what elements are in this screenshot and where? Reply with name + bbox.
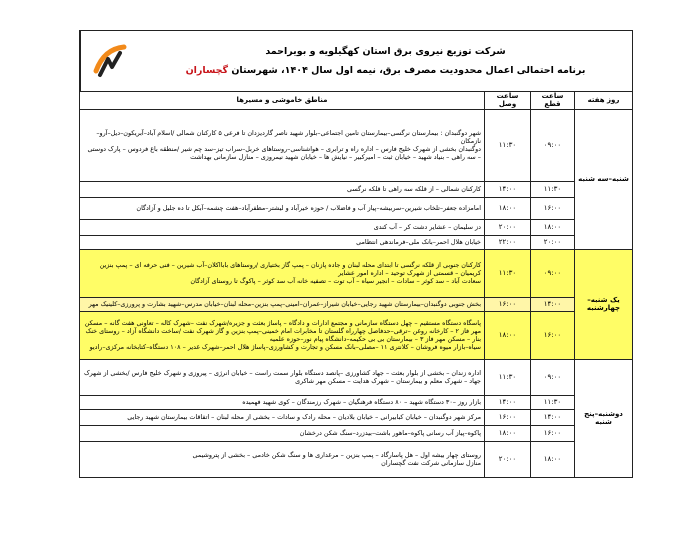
company-logo <box>80 31 139 91</box>
city-name: گچساران <box>185 65 229 76</box>
end-time-cell: ۱۸:۰۰ <box>485 425 531 441</box>
areas-cell: بازار روز –۳۰ دستگاه شهید – ۸۰ دستگاه فرهنگیان – شهرک رزمندگان – کوی شهید فهمیده <box>80 395 485 409</box>
table-row <box>80 109 633 181</box>
end-time-cell: ۱۴:۰۰ <box>485 181 531 197</box>
start-time-cell: ۰۹:۰۰ <box>531 359 575 395</box>
start-time-cell: ۱۱:۳۰ <box>531 181 575 197</box>
table-row <box>80 197 633 219</box>
end-time-cell: ۱۱:۳۰ <box>485 249 531 297</box>
start-time-cell: ۰۹:۰۰ <box>531 249 575 297</box>
end-time-cell: ۱۴:۰۰ <box>485 395 531 409</box>
start-time-cell: ۱۱:۳۰ <box>531 395 575 409</box>
areas-cell: اداره زندان – بخشی از بلوار بعثت – جهاد کشاورزی –پانصد دستگاه بلوار سمت راست – خیابان انرژی – پیروزی و شهرک خلیج فارس /بخشی از شهرک جهاد – شهرک معلم و بیمارستان – شهرک هدایت – مسکن مهر شاکری <box>80 359 485 395</box>
end-time-cell: ۱۶:۰۰ <box>485 409 531 425</box>
start-time-cell: ۱۶:۰۰ <box>531 311 575 359</box>
table-row <box>80 441 633 477</box>
areas-cell: خیابان هلال احمر–بانک ملی–فرماندهی انتظامی <box>80 235 485 249</box>
outage-table <box>79 91 633 478</box>
end-time-cell: ۱۶:۰۰ <box>485 297 531 311</box>
col-header-start: ساعت قطع <box>531 92 575 110</box>
end-time-cell: ۱۸:۰۰ <box>485 197 531 219</box>
schedule-sheet <box>79 30 633 478</box>
start-time-cell: ۱۸:۰۰ <box>531 219 575 235</box>
col-header-areas: مناطق خاموشی و مسیرها <box>80 92 485 110</box>
areas-cell: کارکنان جنوبی از قلکه نرگسی تا ابتدای محله لبنان و جاده پازنان – پمپ گاز بختیاری /روستاهای بابااکلان–آب شیرین – فنی حرفه ای – پمپ بنزین کریمیان – قسمتی از شهرک توحید – اداره امور عشایر سعادت آباد – سد کوثر – سادات – انجیر سیاه – آب توت – تصفیه خانه آب سد کوثر – پاکوگ تا روستای آزادگان <box>80 249 485 297</box>
table-row <box>80 219 633 235</box>
start-time-cell: ۱۸:۰۰ <box>531 441 575 477</box>
areas-cell: شهر دوگنبدان : بیمارستان نرگسی–بیمارستان تامین اجتماعی–بلوار شهید ناصر گاردیزدان تا فرعی ۵ کارکنان شمالی /اسلام آباد–آبریکون–دیل–آرو–نازمکان دوگنبدان بخشی از شهرک خلیج فارس – اداره راه و ترابری – هواشناسی–روستاهای خربل–سراب تیز–سد چم شیر /منطقه باغ فردوس – پارک دوستی – سه راهی – بنیاد شهید – خیابان ثبت – امیرکبیر – نیایش ها – خیابان شهید نیمروزی – منازل سازمانی بهداشت <box>80 109 485 181</box>
table-row <box>80 395 633 409</box>
table-header-row <box>80 92 633 110</box>
table-row <box>80 359 633 395</box>
areas-cell: روستای چهار بیشه اول – هل پاسارگاد – پمپ بنزین – مرغداری ها و سنگ شکن خادمی – بخشی از پتروشیمی منازل سازمانی شرکت نفت گچساران <box>80 441 485 477</box>
table-row <box>80 409 633 425</box>
col-header-end: ساعت وصل <box>485 92 531 110</box>
table-row <box>80 425 633 441</box>
end-time-cell: ۲۰:۰۰ <box>485 219 531 235</box>
program-title <box>186 65 586 76</box>
day-cell: یک شنبه–چهارشنبه <box>575 249 633 359</box>
end-time-cell: ۱۱:۳۰ <box>485 359 531 395</box>
end-time-cell: ۱۱:۳۰ <box>485 109 531 181</box>
program-prefix: برنامه احتمالی اعمال محدودیت مصرف برق، نیمه اول سال ۱۴۰۴، شهرستان <box>231 65 586 76</box>
col-header-day: روز هفته <box>575 92 633 110</box>
end-time-cell: ۱۸:۰۰ <box>485 311 531 359</box>
document-header <box>79 30 633 91</box>
areas-cell: مرکز شهر دوگنبدان – خیابان کبابیرانی – خیابان بلادیان – محله رادک و سادات – بخشی از محله لبنان – اتفاقات بیمارستان شهید رجایی <box>80 409 485 425</box>
table-body <box>80 109 633 477</box>
start-time-cell: ۱۴:۰۰ <box>531 409 575 425</box>
table-row <box>80 297 633 311</box>
table-row <box>80 249 633 297</box>
header-titles <box>139 31 632 91</box>
end-time-cell: ۲۲:۰۰ <box>485 235 531 249</box>
table-row <box>80 181 633 197</box>
areas-cell: پاکوه–پیاز آب رسانی پاکوه–ماهور باشت–بیدزرد–سنگ شکن درخشان <box>80 425 485 441</box>
areas-cell: دز سلیمان – عشایر دشت کر – آب کندی <box>80 219 485 235</box>
day-cell: شنبه–سه شنبه <box>575 109 633 249</box>
start-time-cell: ۱۶:۰۰ <box>531 425 575 441</box>
electricity-logo-icon <box>90 41 130 81</box>
end-time-cell: ۲۰:۰۰ <box>485 441 531 477</box>
start-time-cell: ۲۰:۰۰ <box>531 235 575 249</box>
areas-cell: کارکنان شمالی – از قلکه سه راهی تا قلکه نرگسی <box>80 181 485 197</box>
table-row <box>80 235 633 249</box>
areas-cell: بخش جنوبی دوگنبدان–بیمارستان شهید رجایی–خیابان شیراز–عمران–امینی–پمپ بنزین–محله لبنان–خیابان مدرس–شهید بشارت و پرورزی–کلینیک مهر <box>80 297 485 311</box>
table-row <box>80 311 633 359</box>
day-cell: دوشنبه–پنج شنبه <box>575 359 633 477</box>
start-time-cell: ۰۹:۰۰ <box>531 109 575 181</box>
company-name: شرکت توزیع نیروی برق استان کهگیلویه و بویراحمد <box>265 46 506 57</box>
start-time-cell: ۱۴:۰۰ <box>531 297 575 311</box>
areas-cell: پاسگاه دستگاه مستقیم – چهل دستگاه سازمانی و مجتمع ادارات و دادگاه – پاساژ بعثت و جزیره/شهرک نفت –شهرک کاله – تعاونی هفت گانه – مسکن مهر فاز ۲ – کارخانه روغن –ترقی–حدفاصل چهارراه گلستان تا مخابرات امام خمینی–پمپ بنزین و گاز شهرک نفت /ساخت دانشگاه آزاد – روستای خنک بنار – مسکن مهر فاز ۳ – بیمارستان بی بی حکیمه–دانشگاه پیام نور–حوزه علمیه سیاه–بازار میوه فروشان – کلانتری ۱۱ –مصلی–بانک مسکن و تجارت و کشاورزی–پاساژ هلال احمر–شهرک غدیر – ۱۰۸ دستگاه–کتابخانه مرکزی–رادیو <box>80 311 485 359</box>
areas-cell: امامزاده جعفر–تلخاب شیرین–سربیشه–پیاز آب و فاضلاب / حوزه خیرآباد و لیشتر–مظفرآباد–هفت چشمه–آبکل تا ده جلیل و آزادگان <box>80 197 485 219</box>
start-time-cell: ۱۶:۰۰ <box>531 197 575 219</box>
